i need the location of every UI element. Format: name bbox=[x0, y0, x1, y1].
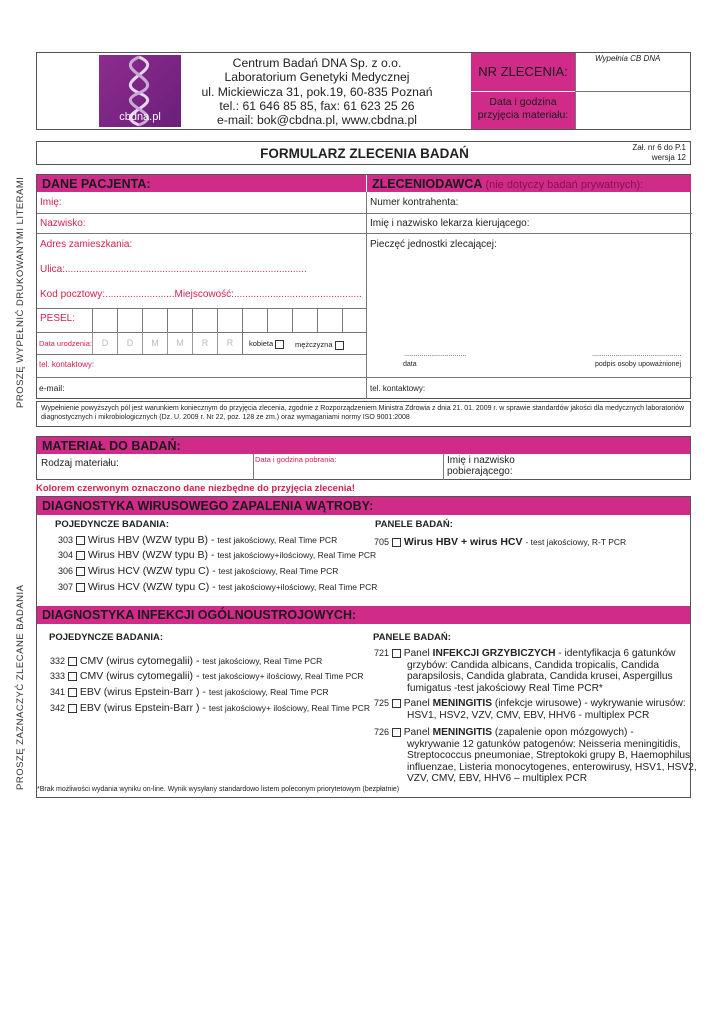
filled-by-lab: Wypełnia CB DNA bbox=[595, 54, 661, 63]
panel-name: Wirus HBV + wirus HCV bbox=[403, 536, 523, 548]
test-code: 303 bbox=[58, 535, 74, 545]
test-row[interactable] bbox=[50, 670, 364, 682]
panel-desc: - identyfikacja 6 gatunków bbox=[555, 648, 676, 659]
receipt-date-label: Data i godzina przyjęcia materiału: bbox=[471, 92, 575, 129]
hepatitis-header: DIAGNOSTYKA WIRUSOWEGO ZAPALENIA WĄTROBY: bbox=[37, 497, 690, 515]
street-field[interactable]: Ulica:....................................................................................... bbox=[40, 264, 307, 275]
order-number-label: NR ZLECENIA: bbox=[471, 53, 575, 91]
test-row[interactable] bbox=[50, 655, 322, 667]
dob-cell: M bbox=[142, 332, 167, 354]
test-detail: test jakościowy+ ilościowy, Real Time PCR bbox=[202, 671, 364, 681]
test-detail: test jakościowy+ilościowy, Real Time PCR bbox=[217, 550, 377, 560]
signature-dots: .............................................. bbox=[592, 351, 682, 358]
test-name: Wirus HCV (WZW typu C) - bbox=[87, 581, 216, 593]
side-instruction-bottom: PROSZĘ ZAZNACZYĆ ZLECANE BADANIA bbox=[15, 584, 26, 790]
pesel-cells[interactable] bbox=[92, 308, 366, 332]
panel-prefix: Panel bbox=[403, 648, 430, 659]
test-name: EBV (wirus Epstein-Barr ) - bbox=[79, 686, 206, 698]
pesel-label: PESEL: bbox=[40, 313, 76, 324]
test-code: 333 bbox=[50, 671, 66, 681]
panel-code: 721 bbox=[374, 648, 390, 658]
test-row[interactable] bbox=[58, 581, 377, 593]
panel-code: 725 bbox=[374, 698, 390, 708]
header-line: Centrum Badań DNA Sp. z o.o. bbox=[232, 56, 402, 70]
panel-row[interactable] bbox=[374, 536, 626, 548]
male-checkbox[interactable] bbox=[335, 341, 344, 350]
material-type-field[interactable]: Rodzaj materiału: bbox=[41, 458, 119, 469]
test-row[interactable] bbox=[58, 549, 376, 561]
test-checkbox[interactable] bbox=[76, 551, 85, 560]
dob-cell: R bbox=[217, 332, 242, 354]
contractor-number-field[interactable]: Numer kontrahenta: bbox=[370, 197, 459, 208]
date-label: data bbox=[403, 361, 417, 368]
legal-notice: Wypełnienie powyższych pól jest warunkiem koniecznym do przyjęcia zlecenia, zgodnie z Rozporządzeniem Ministra Zdrowia z dnia 21. 01. 2009 r. w sprawie standardów jakości dla medycznych laboratoriów diagnostycznych i mikrobiologicznych (Dz. U. 2009 r. Nr 22, poz. 128 ze zm.) oraz wymaganiami normy ISO 9001:2008 bbox=[36, 401, 691, 427]
panel-code: 726 bbox=[374, 727, 390, 737]
header-box bbox=[36, 52, 691, 130]
test-detail: test jakościowy+ilościowy, Real Time PCR bbox=[218, 582, 378, 592]
header-line: ul. Mickiewicza 31, pok.19, 60-835 Poznań bbox=[201, 84, 433, 99]
panel-line: influenzae, Listeria monocytogenes, enterowirusy, HSV1, HSV2, bbox=[407, 761, 697, 773]
female-label: kobieta bbox=[249, 339, 274, 348]
header-line: tel.: 61 646 85 85, fax: 61 623 25 26 bbox=[219, 98, 415, 113]
patient-email-field[interactable]: e-mail: bbox=[39, 383, 65, 393]
lab-address bbox=[192, 56, 442, 127]
test-detail: test jakościowy, Real Time PCR bbox=[202, 656, 323, 666]
panel-line: VZV, CMV, EBV, HHV6 – multiplex PCR bbox=[407, 773, 588, 784]
dob-cell: M bbox=[167, 332, 192, 354]
patient-orderer-box bbox=[36, 174, 691, 399]
stamp-field[interactable]: Pieczęć jednostki zlecającej: bbox=[370, 239, 497, 250]
test-checkbox[interactable] bbox=[68, 657, 77, 666]
test-checkbox[interactable] bbox=[68, 688, 77, 697]
test-detail: test jakościowy+ ilościowy, Real Time PCR bbox=[208, 703, 370, 713]
test-row[interactable] bbox=[58, 534, 337, 546]
test-checkbox[interactable] bbox=[76, 567, 85, 576]
panel-meningitis-full[interactable] bbox=[374, 727, 697, 785]
test-row[interactable] bbox=[50, 702, 370, 714]
test-checkbox[interactable] bbox=[68, 672, 77, 681]
side-instruction-top: PROSZĘ WYPEŁNIĆ DRUKOWANYMI LITERAMI bbox=[15, 176, 26, 408]
test-detail: test jakościowy, Real Time PCR bbox=[217, 535, 338, 545]
panel-desc: (zapalenie opon mózgowych) - bbox=[492, 727, 634, 738]
gender-male[interactable] bbox=[295, 340, 344, 350]
test-name: CMV (wirus cytomegalii) - bbox=[79, 655, 200, 667]
panel-checkbox[interactable] bbox=[392, 699, 401, 708]
hepatitis-panels-label: PANELE BADAŃ: bbox=[375, 519, 453, 530]
test-code: 307 bbox=[58, 582, 74, 592]
hepatitis-single-label: POJEDYNCZE BADANIA: bbox=[55, 519, 170, 530]
address-label: Adres zamieszkania: bbox=[40, 239, 133, 250]
test-checkbox[interactable] bbox=[76, 583, 85, 592]
panel-desc: (infekcje wirusowe) - wykrywanie wirusów: bbox=[492, 698, 686, 709]
panel-fungal[interactable] bbox=[374, 648, 686, 694]
panel-checkbox[interactable] bbox=[392, 728, 401, 737]
dob-cell: D bbox=[117, 332, 142, 354]
test-checkbox[interactable] bbox=[76, 536, 85, 545]
header-line: e-mail: bok@cbdna.pl, www.cbdna.pl bbox=[216, 113, 418, 128]
panel-meningitis-viral[interactable] bbox=[374, 698, 686, 721]
form-title-box bbox=[36, 141, 691, 165]
version-number: wersja 12 bbox=[651, 153, 686, 162]
orderer-note: (nie dotyczy badań prywatnych): bbox=[485, 179, 644, 191]
panel-line: grzybów: Candida albicans, Candida tropicalis, Candida bbox=[407, 659, 660, 671]
test-code: 306 bbox=[58, 566, 74, 576]
panel-line: HSV1, HSV2, VZV, CMV, EBV, HHV6 - multiplex PCR bbox=[407, 709, 650, 721]
referring-doctor-field[interactable]: Imię i nazwisko lekarza kierującego: bbox=[370, 218, 530, 229]
test-name: Wirus HBV (WZW typu B) - bbox=[87, 549, 215, 561]
orderer-header bbox=[367, 175, 691, 192]
panel-code: 705 bbox=[374, 537, 390, 547]
test-checkbox[interactable] bbox=[68, 704, 77, 713]
required-fields-note: Kolorem czerwonym oznaczono dane niezbędne do przyjęcia zlecenia! bbox=[36, 483, 355, 494]
tests-box bbox=[36, 496, 697, 798]
patient-phone-field[interactable]: tel. kontaktowy: bbox=[39, 360, 95, 369]
panel-detail: - test jakościowy, R-T PCR bbox=[525, 537, 627, 547]
test-name: Wirus HBV (WZW typu B) - bbox=[87, 534, 215, 546]
last-name-field[interactable]: Nazwisko: bbox=[40, 218, 86, 229]
panel-line: fumigatus -test jakościowy Real Time PCR* bbox=[407, 682, 603, 694]
dob-cell: D bbox=[92, 332, 117, 354]
panel-name: MENINGITIS bbox=[432, 727, 493, 738]
dob-cells[interactable] bbox=[92, 332, 242, 354]
test-row[interactable] bbox=[50, 686, 329, 698]
patient-header: DANE PACJENTA: bbox=[37, 175, 366, 192]
orderer-phone-field[interactable]: tel. kontaktowy: bbox=[370, 384, 426, 393]
panel-checkbox[interactable] bbox=[392, 649, 401, 658]
header-line: Laboratorium Genetyki Medycznej bbox=[224, 70, 410, 85]
dob-label: Data urodzenia: bbox=[39, 339, 92, 348]
test-code: 332 bbox=[50, 656, 66, 666]
infections-panels-label: PANELE BADAŃ: bbox=[373, 632, 451, 643]
test-name: Wirus HCV (WZW typu C) - bbox=[87, 565, 216, 577]
orderer-title: ZLECENIODAWCA bbox=[372, 177, 482, 191]
first-name-field[interactable]: Imię: bbox=[40, 197, 62, 208]
female-checkbox[interactable] bbox=[275, 340, 284, 349]
signature-label: podpis osoby upoważnionej bbox=[595, 361, 682, 368]
logo bbox=[99, 55, 181, 127]
postal-city-field[interactable]: Kod pocztowy:.........................Miejscowość:.............................................. bbox=[40, 289, 362, 300]
collection-datetime-field[interactable]: Data i godzina pobrania: bbox=[255, 455, 337, 464]
test-detail: test jakościowy, Real Time PCR bbox=[208, 687, 329, 697]
footnote: *Brak możliwości wydania wyniku on-line. Wynik wysyłany standardowo listem poleconym priorytetowym (bezpłatnie) bbox=[37, 786, 400, 793]
test-name: CMV (wirus cytomegalii) - bbox=[79, 670, 200, 682]
test-code: 341 bbox=[50, 687, 66, 697]
panel-line: Streptococcus pneumoniae, Streptokoki grupy B, Haemophilus bbox=[407, 750, 691, 761]
test-name: EBV (wirus Epstein-Barr ) - bbox=[79, 702, 206, 714]
material-box bbox=[36, 436, 691, 480]
attachment-number: Zał. nr 6 do P.1 bbox=[632, 143, 686, 152]
collector-name-field[interactable]: Imię i nazwisko pobierającego: bbox=[447, 455, 515, 477]
panel-name: INFEKCJI GRZYBICZYCH bbox=[432, 648, 556, 659]
test-code: 304 bbox=[58, 550, 74, 560]
male-label: mężczyzna bbox=[295, 340, 333, 349]
date-dots: ................................ bbox=[404, 351, 467, 358]
panel-name: MENINGITIS bbox=[432, 698, 493, 709]
dob-cell: R bbox=[192, 332, 217, 354]
material-header: MATERIAŁ DO BADAŃ: bbox=[37, 437, 690, 454]
gender-female[interactable] bbox=[249, 339, 284, 349]
panel-checkbox[interactable] bbox=[392, 538, 401, 547]
panel-line: parapsilosis, Candida glabrata, Candida krusei, Aspergillus bbox=[407, 671, 673, 682]
form-version bbox=[632, 143, 686, 163]
test-code: 342 bbox=[50, 703, 66, 713]
test-detail: test jakościowy, Real Time PCR bbox=[218, 566, 339, 576]
infections-single-label: POJEDYNCZE BADANIA: bbox=[49, 632, 164, 643]
panel-prefix: Panel bbox=[403, 698, 430, 709]
infections-header: DIAGNOSTYKA INFEKCJI OGÓLNOUSTROJOWYCH: bbox=[37, 606, 690, 624]
panel-line: wykrywanie 12 gatunków patogenów: Neisseria meningitidis, bbox=[407, 738, 681, 750]
panel-prefix: Panel bbox=[403, 727, 430, 738]
test-row[interactable] bbox=[58, 565, 338, 577]
form-title: FORMULARZ ZLECENIA BADAŃ bbox=[260, 146, 469, 161]
logo-text: cbdna.pl bbox=[119, 111, 161, 123]
